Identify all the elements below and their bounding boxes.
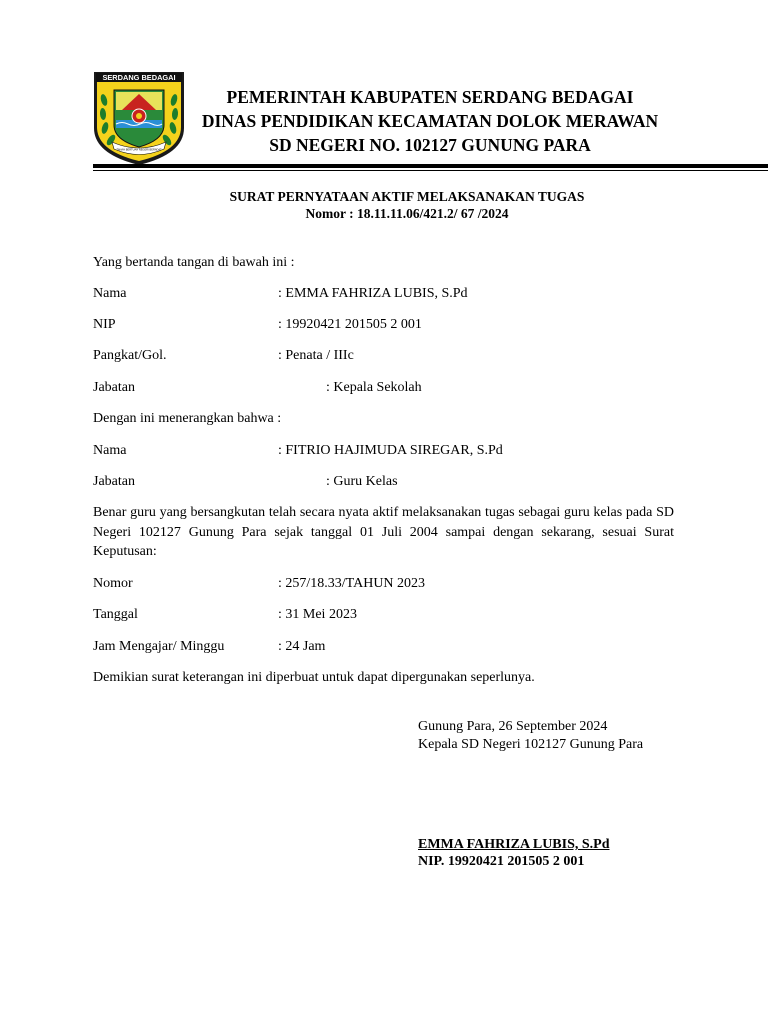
regency-emblem-logo	[92, 70, 186, 166]
teaching-hours-value: : 24 Jam	[278, 639, 326, 654]
letterhead-line-government: PEMERINTAH KABUPATEN SERDANG BEDAGAI	[226, 87, 634, 107]
decree-date-label: Tanggal	[93, 607, 138, 622]
signer-position-value: : Kepala Sekolah	[326, 380, 422, 395]
letterhead-divider-thick	[93, 164, 768, 168]
letterhead-line-school: SD NEGERI NO. 102127 GUNUNG PARA	[269, 135, 591, 155]
signature-position: Kepala SD Negeri 102127 Gunung Para	[418, 737, 644, 752]
signer-name-label: Nama	[93, 286, 127, 301]
body-paragraph: Benar guru yang bersangkutan telah secara nyata aktif melaksanakan tugas sebagai guru kelas pada SD Negeri 102127 Gunung Para sejak tanggal 01 Juli 2004 sampai dengan sekarang, sesuai Surat Keputusan:	[93, 505, 674, 559]
subject-name-label: Nama	[93, 443, 127, 458]
letterhead-line-department: DINAS PENDIDIKAN KECAMATAN DOLOK MERAWAN	[201, 111, 659, 131]
decree-number-value: : 257/18.33/TAHUN 2023	[278, 576, 426, 591]
signature-nip: NIP. 19920421 201505 2 001	[418, 854, 585, 869]
signer-position-label: Jabatan	[93, 380, 135, 395]
signer-nip-value: : 19920421 201505 2 001	[278, 317, 422, 332]
document-heading: SURAT PERNYATAAN AKTIF MELAKSANAKAN TUGAS	[229, 189, 585, 204]
signer-rank-label: Pangkat/Gol.	[93, 348, 167, 363]
logo-motto-text: TANAH BERTUAH NEGERI BERADAT	[116, 148, 162, 152]
signer-rank-value: : Penata / IIIc	[278, 348, 354, 363]
document-number: Nomor : 18.11.11.06/421.2/ 67 /2024	[305, 206, 509, 221]
intro-text: Yang bertanda tangan di bawah ini :	[93, 255, 295, 270]
decree-number-label: Nomor	[93, 576, 133, 591]
signer-name-value: : EMMA FAHRIZA LUBIS, S.Pd	[278, 286, 468, 301]
decree-date-value: : 31 Mei 2023	[278, 607, 357, 622]
statement-text: Dengan ini menerangkan bahwa :	[93, 411, 282, 426]
subject-position-label: Jabatan	[93, 474, 135, 489]
document-title	[93, 188, 721, 222]
letterhead-title	[186, 85, 674, 157]
signature-name: EMMA FAHRIZA LUBIS, S.Pd	[418, 837, 610, 852]
letterhead-divider-thin	[93, 170, 768, 171]
signature-place-date: Gunung Para, 26 September 2024	[418, 719, 608, 734]
closing-text: Demikian surat keterangan ini diperbuat untuk dapat dipergunakan seperlunya.	[93, 670, 535, 685]
logo-banner-text: SERDANG BEDAGAI	[102, 73, 176, 83]
subject-name-value: : FITRIO HAJIMUDA SIREGAR, S.Pd	[278, 443, 503, 458]
signer-nip-label: NIP	[93, 317, 116, 332]
subject-position-value: : Guru Kelas	[326, 474, 398, 489]
teaching-hours-label: Jam Mengajar/ Minggu	[93, 639, 225, 654]
